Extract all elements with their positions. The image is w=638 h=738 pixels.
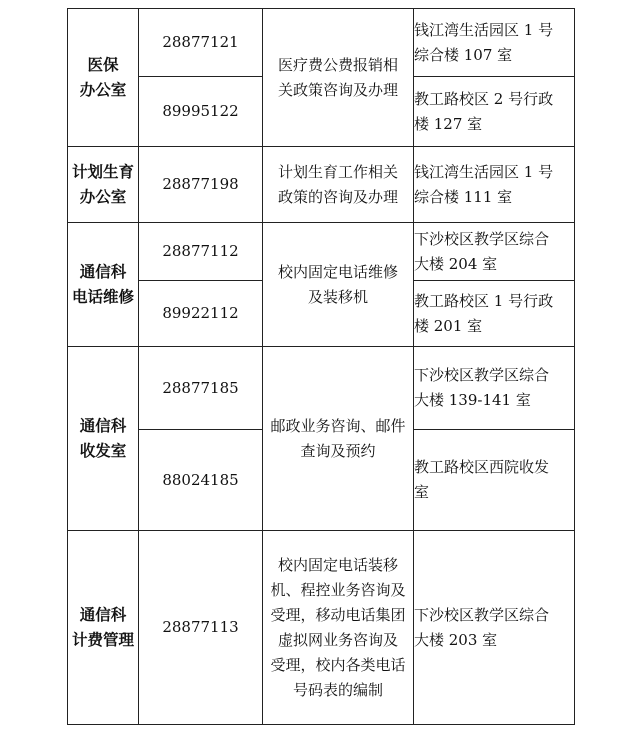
location-cell [414,147,575,223]
department-name-line: 计费管理 [71,630,134,649]
service-line: 查询及预约 [300,441,376,460]
service-line: 政策的咨询及办理 [277,187,398,206]
phone-cell: 28877121 [139,9,263,77]
service-line: 及装移机 [307,287,368,306]
location-line: 教工路校区西院收发 [414,458,550,476]
location-line: 综合楼 111 室 [414,187,513,206]
service-line: 虚拟网业务咨询及 [277,630,398,649]
location-cell [414,281,575,347]
department-name-line: 通信科 [79,262,127,281]
service-line: 医疗费公费报销相 [277,55,398,74]
department-name-line: 计划生育 [71,162,134,181]
location-cell [414,347,575,430]
phone-cell: 28877185 [139,347,263,430]
service-cell [263,147,414,223]
location-line: 下沙校区教学区综合 [414,366,550,384]
department-cell [68,347,139,531]
service-line: 关政策咨询及办理 [277,80,398,99]
department-name-line: 通信科 [79,416,127,435]
department-name-line: 办公室 [79,187,127,206]
phone-cell: 89995122 [139,77,263,147]
location-line: 大楼 203 室 [414,630,498,649]
service-line: 号码表的编制 [292,680,383,699]
table-row [68,223,575,281]
location-cell [414,430,575,531]
location-line: 下沙校区教学区综合 [414,605,550,624]
location-line: 钱江湾生活园区 1 号 [414,162,554,181]
department-cell [68,147,139,223]
service-line: 受理，校内各类电话 [270,655,406,674]
service-cell [263,347,414,531]
service-cell [263,223,414,347]
department-name-line: 收发室 [79,441,127,460]
location-line: 教工路校区 1 号行政 [414,291,554,310]
phone-cell: 89922112 [139,281,263,347]
service-line: 邮政业务咨询、邮件 [270,416,406,435]
service-line: 计划生育工作相关 [277,162,398,181]
table-row [68,9,575,77]
table-row [68,347,575,430]
location-line: 综合楼 107 室 [414,45,513,64]
department-cell [68,531,139,725]
department-name-line: 医保 [87,55,119,74]
table-row [68,531,575,725]
phone-cell: 28877112 [139,223,263,281]
department-name-line: 办公室 [79,80,127,99]
table-row [68,147,575,223]
location-cell [414,9,575,77]
service-directory-table [67,8,575,725]
service-line: 机、程控业务咨询及 [270,580,406,599]
service-cell [263,9,414,147]
department-name-line: 电话维修 [71,287,134,306]
location-cell [414,77,575,147]
location-line: 下沙校区教学区综合 [414,229,550,248]
location-line: 教工路校区 2 号行政 [414,89,554,108]
phone-cell: 28877198 [139,147,263,223]
service-line: 校内固定电话装移 [277,555,398,574]
service-cell [263,531,414,725]
location-line: 大楼 139-141 室 [414,391,531,409]
department-name-line: 通信科 [79,605,127,624]
service-line: 受理，移动电话集团 [270,605,406,624]
department-cell [68,223,139,347]
location-line: 楼 127 室 [414,114,483,133]
phone-cell: 28877113 [139,531,263,725]
location-line: 室 [414,483,430,501]
location-cell [414,223,575,281]
location-line: 大楼 204 室 [414,254,498,273]
service-line: 校内固定电话维修 [277,262,398,281]
phone-cell: 88024185 [139,430,263,531]
location-line: 钱江湾生活园区 1 号 [414,20,554,39]
location-line: 楼 201 室 [414,316,483,335]
department-cell [68,9,139,147]
location-cell [414,531,575,725]
